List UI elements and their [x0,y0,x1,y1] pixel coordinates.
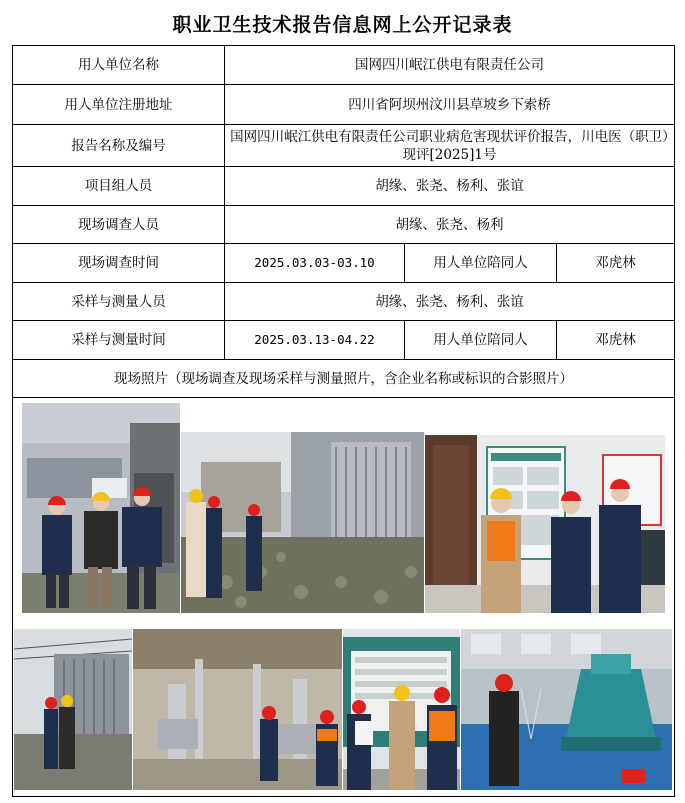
photo-group-signboard [343,629,460,790]
table-row [13,321,675,360]
table-row [13,283,675,321]
survey-escort-value: 邓虎林 [557,244,675,283]
photo-group-substation-gate [22,403,180,613]
sampling-escort-value: 邓虎林 [557,321,675,360]
sampling-staff-value: 胡缘、张尧、杨利、张谊 [225,283,675,321]
address-value: 四川省阿坝州汶川县草坡乡下索桥 [225,85,675,125]
table-row [13,46,675,85]
team-label: 项目组人员 [13,167,225,206]
photo-switchgear-yard [133,629,342,790]
table-row [13,206,675,244]
survey-escort-label: 用人单位陪同人 [405,244,557,283]
table-row [13,85,675,125]
record-table [12,45,675,797]
employer-name-value: 国网四川岷江供电有限责任公司 [225,46,675,85]
address-label: 用人单位注册地址 [13,85,225,125]
table-row [13,360,675,398]
photo-indoor-notice-board [425,435,665,613]
photos-row [13,398,675,797]
survey-time-label: 现场调查时间 [13,244,225,283]
sampling-time-label: 采样与测量时间 [13,321,225,360]
photos-cell [13,398,675,797]
table-row [13,167,675,206]
employer-name-label: 用人单位名称 [13,46,225,85]
table-row [13,125,675,167]
report-value: 国网四川岷江供电有限责任公司职业病危害现状评价报告，川电医（职卫）现评[2025]1号 [225,125,675,167]
sampling-escort-label: 用人单位陪同人 [405,321,557,360]
survey-staff-label: 现场调查人员 [13,206,225,244]
page-title: 职业卫生技术报告信息网上公开记录表 [172,14,513,36]
survey-staff-value: 胡缘、张尧、杨利 [225,206,675,244]
photo-transformer-yard [181,432,424,613]
report-label: 报告名称及编号 [13,125,225,167]
sampling-staff-label: 采样与测量人员 [13,283,225,321]
site-photos [13,398,673,796]
photos-label: 现场照片（现场调查及现场采样与测量照片，含企业名称或标识的合影照片） [13,360,675,398]
survey-time-value: 2025.03.03-03.10 [225,244,405,283]
table-row [13,244,675,283]
team-value: 胡缘、张尧、杨利、张谊 [225,167,675,206]
sampling-time-value: 2025.03.13-04.22 [225,321,405,360]
photo-turbine-hall [461,629,672,790]
photo-outdoor-transformer [14,629,132,790]
